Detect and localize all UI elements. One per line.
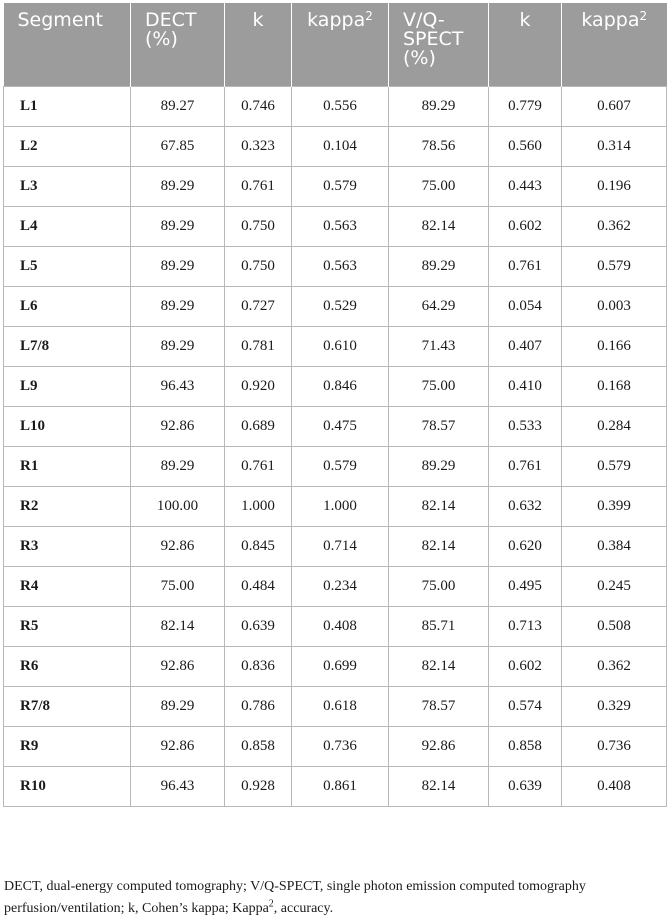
value-cell: 89.29: [131, 326, 225, 366]
table-row: [4, 566, 667, 606]
value-cell: 67.85: [131, 126, 225, 166]
value-cell: 0.579: [292, 166, 389, 206]
value-cell: 0.620: [489, 526, 562, 566]
value-cell: 89.29: [389, 246, 489, 286]
value-cell: 0.166: [562, 326, 667, 366]
table-row: [4, 766, 667, 806]
value-cell: 0.579: [562, 446, 667, 486]
value-cell: 89.27: [131, 86, 225, 126]
table-row: [4, 526, 667, 566]
value-cell: 0.384: [562, 526, 667, 566]
value-cell: 96.43: [131, 766, 225, 806]
value-cell: 0.610: [292, 326, 389, 366]
value-cell: 64.29: [389, 286, 489, 326]
value-cell: 0.639: [225, 606, 292, 646]
value-cell: 0.475: [292, 406, 389, 446]
value-cell: 0.858: [489, 726, 562, 766]
segment-cell: R2: [4, 486, 131, 526]
value-cell: 0.750: [225, 206, 292, 246]
value-cell: 0.495: [489, 566, 562, 606]
value-cell: 89.29: [389, 86, 489, 126]
table-footnote: [4, 876, 668, 920]
value-cell: 0.234: [292, 566, 389, 606]
value-cell: 0.689: [225, 406, 292, 446]
value-cell: 1.000: [225, 486, 292, 526]
value-cell: 0.399: [562, 486, 667, 526]
value-cell: 0.836: [225, 646, 292, 686]
header-dect-k: k: [225, 3, 292, 86]
value-cell: 0.714: [292, 526, 389, 566]
value-cell: 92.86: [389, 726, 489, 766]
value-cell: 92.86: [131, 406, 225, 446]
table-row: [4, 686, 667, 726]
table-row: [4, 86, 667, 126]
value-cell: 0.639: [489, 766, 562, 806]
value-cell: 78.56: [389, 126, 489, 166]
value-cell: 82.14: [389, 766, 489, 806]
segment-cell: L3: [4, 166, 131, 206]
segment-cell: R6: [4, 646, 131, 686]
value-cell: 92.86: [131, 526, 225, 566]
table-row: [4, 646, 667, 686]
value-cell: 0.508: [562, 606, 667, 646]
table-row: [4, 246, 667, 286]
value-cell: 92.86: [131, 646, 225, 686]
value-cell: 0.746: [225, 86, 292, 126]
segment-cell: L1: [4, 86, 131, 126]
value-cell: 0.736: [292, 726, 389, 766]
table-row: [4, 166, 667, 206]
value-cell: 0.556: [292, 86, 389, 126]
value-cell: 0.713: [489, 606, 562, 646]
value-cell: 0.284: [562, 406, 667, 446]
value-cell: 0.407: [489, 326, 562, 366]
value-cell: 89.29: [131, 286, 225, 326]
segment-cell: L5: [4, 246, 131, 286]
header-segment: Segment: [4, 3, 131, 86]
footnote-sup: 2: [268, 898, 274, 910]
value-cell: 0.779: [489, 86, 562, 126]
value-cell: 0.699: [292, 646, 389, 686]
value-cell: 0.574: [489, 686, 562, 726]
value-cell: 89.29: [389, 446, 489, 486]
value-cell: 100.00: [131, 486, 225, 526]
header-spect-kappa2: kappa$^2$: [562, 3, 667, 86]
segment-cell: L2: [4, 126, 131, 166]
footnote-text: DECT, dual-energy computed tomography; V/Q-SPECT, single photon emission computed tomography perfusion/ventilation; k, Cohen’s kappa; Kappa: [4, 879, 586, 916]
value-cell: 0.443: [489, 166, 562, 206]
header-row: [4, 3, 667, 86]
segment-cell: R5: [4, 606, 131, 646]
value-cell: 0.323: [225, 126, 292, 166]
value-cell: 92.86: [131, 726, 225, 766]
segment-cell: R7/8: [4, 686, 131, 726]
value-cell: 89.29: [131, 206, 225, 246]
value-cell: 75.00: [389, 566, 489, 606]
value-cell: 0.563: [292, 206, 389, 246]
value-cell: 82.14: [389, 526, 489, 566]
value-cell: 0.054: [489, 286, 562, 326]
value-cell: 0.245: [562, 566, 667, 606]
table-row: [4, 126, 667, 166]
table-row: [4, 206, 667, 246]
header-dect: DECT (%): [131, 3, 225, 86]
value-cell: 0.362: [562, 206, 667, 246]
table-row: [4, 406, 667, 446]
table-body: [4, 86, 667, 806]
value-cell: 89.29: [131, 446, 225, 486]
value-cell: 0.761: [225, 446, 292, 486]
value-cell: 82.14: [389, 486, 489, 526]
value-cell: 82.14: [389, 206, 489, 246]
value-cell: 0.003: [562, 286, 667, 326]
value-cell: 75.00: [389, 166, 489, 206]
value-cell: 0.329: [562, 686, 667, 726]
value-cell: 89.29: [131, 246, 225, 286]
results-table: [3, 3, 667, 807]
value-cell: 0.761: [489, 446, 562, 486]
table-row: [4, 486, 667, 526]
value-cell: 0.761: [489, 246, 562, 286]
value-cell: 0.104: [292, 126, 389, 166]
segment-cell: L9: [4, 366, 131, 406]
segment-cell: R1: [4, 446, 131, 486]
value-cell: 0.632: [489, 486, 562, 526]
segment-cell: R10: [4, 766, 131, 806]
value-cell: 0.408: [292, 606, 389, 646]
value-cell: 82.14: [131, 606, 225, 646]
value-cell: 85.71: [389, 606, 489, 646]
value-cell: 0.727: [225, 286, 292, 326]
value-cell: 0.750: [225, 246, 292, 286]
value-cell: 78.57: [389, 686, 489, 726]
value-cell: 71.43: [389, 326, 489, 366]
value-cell: 0.533: [489, 406, 562, 446]
segment-cell: L10: [4, 406, 131, 446]
value-cell: 0.314: [562, 126, 667, 166]
value-cell: 0.410: [489, 366, 562, 406]
segment-cell: R4: [4, 566, 131, 606]
value-cell: 0.761: [225, 166, 292, 206]
value-cell: 82.14: [389, 646, 489, 686]
value-cell: 0.408: [562, 766, 667, 806]
table-row: [4, 326, 667, 366]
header-spect-k: k: [489, 3, 562, 86]
table-row: [4, 606, 667, 646]
table-row: [4, 726, 667, 766]
value-cell: 0.196: [562, 166, 667, 206]
value-cell: 0.781: [225, 326, 292, 366]
value-cell: 0.168: [562, 366, 667, 406]
value-cell: 0.602: [489, 206, 562, 246]
value-cell: 0.786: [225, 686, 292, 726]
segment-cell: R3: [4, 526, 131, 566]
value-cell: 0.362: [562, 646, 667, 686]
value-cell: 0.529: [292, 286, 389, 326]
value-cell: 0.861: [292, 766, 389, 806]
table-row: [4, 286, 667, 326]
value-cell: 0.736: [562, 726, 667, 766]
value-cell: 0.920: [225, 366, 292, 406]
value-cell: 0.560: [489, 126, 562, 166]
segment-cell: L4: [4, 206, 131, 246]
value-cell: 0.563: [292, 246, 389, 286]
value-cell: 78.57: [389, 406, 489, 446]
footnote-text-end: , accuracy.: [273, 901, 334, 916]
value-cell: 96.43: [131, 366, 225, 406]
segment-cell: L7/8: [4, 326, 131, 366]
header-dect-kappa2: kappa$^2$: [292, 3, 389, 86]
value-cell: 75.00: [131, 566, 225, 606]
value-cell: 0.579: [562, 246, 667, 286]
segment-cell: R9: [4, 726, 131, 766]
value-cell: 0.484: [225, 566, 292, 606]
value-cell: 0.928: [225, 766, 292, 806]
segment-cell: L6: [4, 286, 131, 326]
value-cell: 0.846: [292, 366, 389, 406]
value-cell: 0.858: [225, 726, 292, 766]
value-cell: 0.618: [292, 686, 389, 726]
value-cell: 0.845: [225, 526, 292, 566]
value-cell: 75.00: [389, 366, 489, 406]
value-cell: 0.607: [562, 86, 667, 126]
value-cell: 89.29: [131, 686, 225, 726]
header-vq-spect: V/Q-SPECT (%): [389, 3, 489, 86]
value-cell: 1.000: [292, 486, 389, 526]
value-cell: 89.29: [131, 166, 225, 206]
value-cell: 0.602: [489, 646, 562, 686]
table-row: [4, 446, 667, 486]
value-cell: 0.579: [292, 446, 389, 486]
table-row: [4, 366, 667, 406]
